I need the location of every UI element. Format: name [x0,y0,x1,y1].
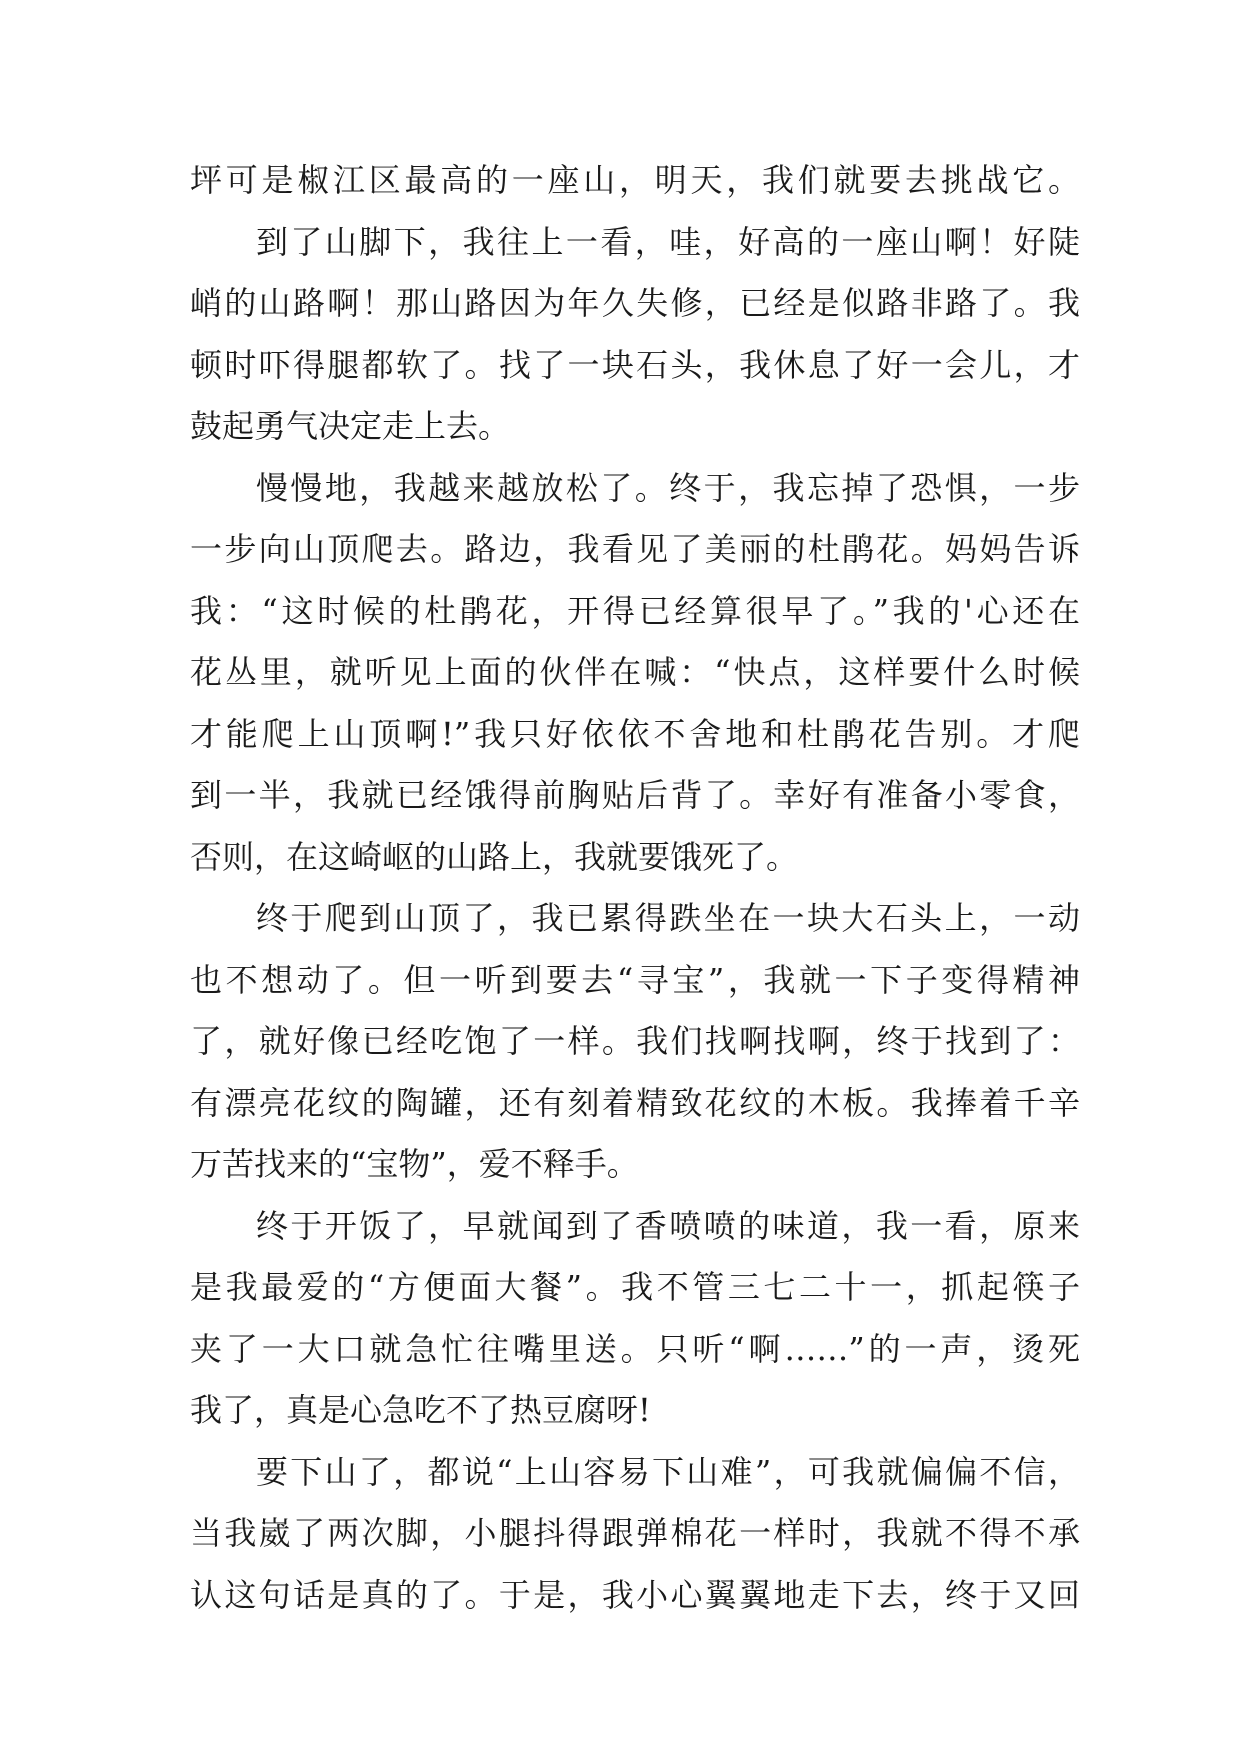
text-line: 到一半，我就已经饿得前胸贴后背了。幸好有准备小零食， [190,776,1080,814]
text-line: 否则，在这崎岖的山路上，我就要饿死了。 [190,837,799,876]
text-line: 有漂亮花纹的陶罐，还有刻着精致花纹的木板。我捧着千辛 [190,1083,1080,1122]
text-line: 到了山脚下，我往上一看，哇，好高的一座山啊！好陡 [256,222,1080,261]
text-line: 我了，真是心急吃不了热豆腐呀! [190,1391,651,1429]
text-line: 我：“这时候的杜鹃花，开得已经算很早了。”我的'心还在 [190,591,1080,630]
text-line: 认这句话是真的了。于是，我小心翼翼地走下去，终于又回 [190,1575,1080,1614]
text-line: 是我最爱的“方便面大餐”。我不管三七二十一，抓起筷子 [190,1268,1080,1306]
text-line: 才能爬上山顶啊!”我只好依依不舍地和杜鹃花告别。才爬 [190,714,1080,753]
text-line: 慢慢地，我越来越放松了。终于，我忘掉了恐惧，一步 [256,468,1080,507]
text-line: 要下山了，都说“上山容易下山难”，可我就偏偏不信， [256,1452,1080,1491]
text-line: 花丛里，就听见上面的伙伴在喊：“快点，这样要什么时候 [190,653,1080,691]
text-line: 顿时吓得腿都软了。找了一块石头，我休息了好一会儿，才 [190,345,1080,384]
paragraph [190,1196,1080,1442]
paragraph [190,458,1080,889]
text-line: 一步向山顶爬去。路边，我看见了美丽的杜鹃花。妈妈告诉 [190,530,1080,568]
text-line: 鼓起勇气决定走上去。 [190,407,511,445]
text-line: 终于爬到山顶了，我已累得跌坐在一块大石头上，一动 [256,899,1080,937]
text-line: 峭的山路啊！那山路因为年久失修，已经是似路非路了。我 [190,284,1080,322]
text-line: 万苦找来的“宝物”，爱不释手。 [190,1145,639,1183]
text-line: 终于开饭了，早就闻到了香喷喷的味道，我一看，原来 [256,1206,1080,1245]
text-line: 当我崴了两次脚，小腿抖得跟弹棉花一样时，我就不得不承 [190,1514,1080,1552]
text-line: 了，就好像已经吃饱了一样。我们找啊找啊，终于找到了： [190,1022,1080,1060]
paragraph [190,1442,1080,1627]
paragraph [190,888,1080,1196]
text-line: 夹了一大口就急忙往嘴里送。只听“啊……”的一声，烫死 [190,1329,1080,1368]
document-body [190,150,1080,1626]
paragraph [190,212,1080,458]
text-line: 坪可是椒江区最高的一座山，明天，我们就要去挑战它。 [190,161,1080,199]
text-line: 也不想动了。但一听到要去“寻宝”，我就一下子变得精神 [190,960,1080,999]
paragraph [190,150,1080,212]
